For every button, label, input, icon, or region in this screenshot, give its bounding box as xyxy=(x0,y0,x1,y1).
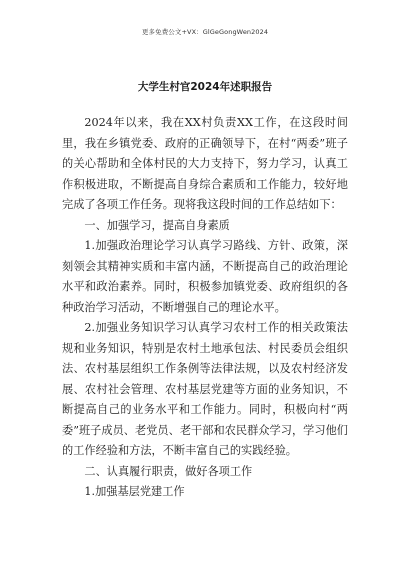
subsection-heading-1: 1.加强基层党建工作 xyxy=(84,485,185,498)
section-heading-1: 一、加强学习，提高自身素质 xyxy=(84,218,230,232)
body-paragraph-2: 2.加强业务知识学习认真学习农村工作的相关政策法规和业务知识，特别是农村土地承包法、村民委员会组织法、农村基层组织工作条例等法律法规，以及农村经济发展、农村社会管理、农村基层党建等方面的业务知识，不断提高自己的业务水平和工作能力。同时，积极向村“两委”班子成员、老党员、老干部和农民群众学习，学习他们的工作经验和方法，不断丰富自己的实践经验。 xyxy=(62,321,348,457)
header-note: 更多免费公文+VX：GlGeGongWen2024 xyxy=(141,28,269,36)
document-title: 大学生村官2024年述职报告 xyxy=(137,81,273,93)
body-paragraph-1: 1.加强政治理论学习认真学习路线、方针、政策，深刻领会其精神实质和丰富内涵，不断提高自己的政治理论水平和政治素养。同时，积极参加镇党委、政府组织的各种政治学习活动，不断增强自己的理论水平。 xyxy=(62,239,348,314)
document-body xyxy=(62,113,348,503)
intro-paragraph: 2024年以来，我在XX村负责XX工作，在这段时间里，我在乡镇党委、政府的正确领导下，在村“两委”班子的关心帮助和全体村民的大力支持下，努力学习，认真工作积极进取，不断提高自身综合素质和工作能力，较好地完成了各项工作任务。现将我这段时间的工作总结如下： xyxy=(62,116,348,211)
section-heading-2: 二、认真履行职责，做好各项工作 xyxy=(84,464,253,478)
